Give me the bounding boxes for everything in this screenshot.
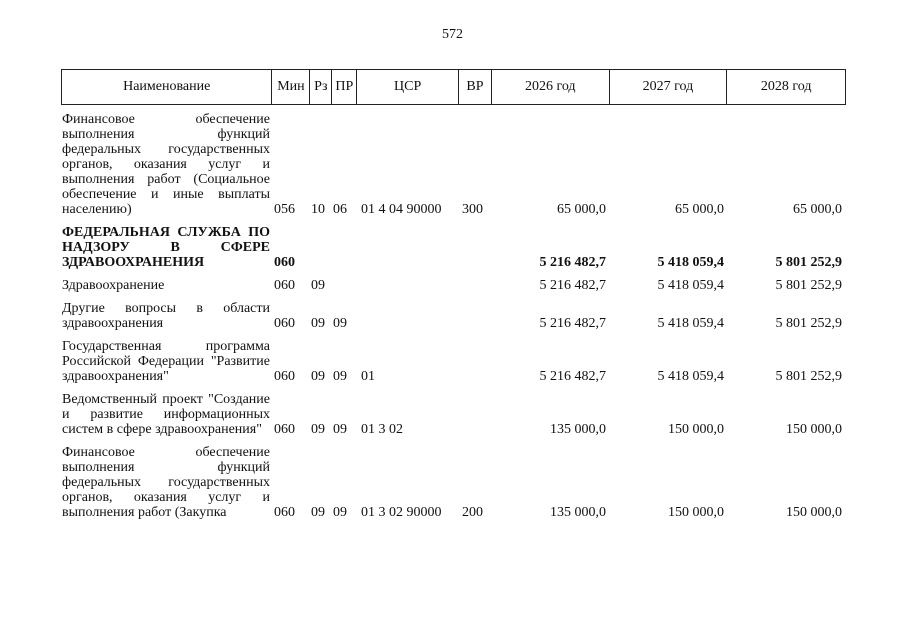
- row-2026: 135 000,0: [550, 422, 606, 437]
- table-row: [61, 225, 846, 270]
- row-2028: 5 801 252,9: [775, 316, 842, 331]
- header-2028: 2028 год: [760, 79, 812, 94]
- header-2026: 2026 год: [492, 70, 610, 104]
- row-min: 060: [274, 505, 295, 520]
- row-2027: 5 418 059,4: [657, 369, 724, 384]
- row-min: 060: [274, 278, 295, 293]
- row-2026: 5 216 482,7: [539, 369, 606, 384]
- header-rz: Рз: [310, 70, 332, 104]
- row-name: Государственная программа Российской Федерации "Развитие здравоохранения": [62, 339, 270, 384]
- row-2026: 135 000,0: [550, 505, 606, 520]
- header-pr: ПР: [332, 70, 357, 104]
- row-2028: 150 000,0: [786, 422, 842, 437]
- table-body: [61, 105, 846, 520]
- row-vr: 300: [462, 202, 483, 217]
- row-name: ФЕДЕРАЛЬНАЯ СЛУЖБА ПО НАДЗОРУ В СФЕРЕ ЗДРАВООХРАНЕНИЯ: [62, 225, 270, 270]
- row-rz: 09: [311, 278, 325, 293]
- budget-table: [61, 69, 846, 520]
- row-2027: 5 418 059,4: [657, 255, 724, 270]
- row-2028: 5 801 252,9: [775, 369, 842, 384]
- row-2026: 5 216 482,7: [539, 255, 606, 270]
- row-rz: 10: [311, 202, 325, 217]
- row-min: 056: [274, 202, 295, 217]
- row-pr: 09: [333, 505, 347, 520]
- row-2027: 150 000,0: [668, 422, 724, 437]
- row-name: Здравоохранение: [62, 278, 165, 293]
- table-row: [61, 445, 846, 520]
- row-pr: 06: [333, 202, 347, 217]
- row-2026: 5 216 482,7: [539, 316, 606, 331]
- row-2027: 65 000,0: [675, 202, 724, 217]
- row-2028: 65 000,0: [793, 202, 842, 217]
- row-csr: 01 4 04 90000: [361, 202, 442, 217]
- row-name: Финансовое обеспечение выполнения функций федеральных государственных органов, оказания услуг и выполнения работ (Закупка: [62, 445, 270, 520]
- row-2026: 5 216 482,7: [539, 278, 606, 293]
- row-2027: 150 000,0: [668, 505, 724, 520]
- row-2026: 65 000,0: [557, 202, 606, 217]
- row-2028: 150 000,0: [786, 505, 842, 520]
- page-number: 572: [442, 27, 463, 42]
- row-rz: 09: [311, 369, 325, 384]
- table-row: [61, 112, 846, 217]
- table-row: [61, 392, 846, 437]
- row-min: 060: [274, 422, 295, 437]
- row-csr: 01: [361, 369, 375, 384]
- row-min: 060: [274, 369, 295, 384]
- header-name: Наименование: [62, 70, 272, 104]
- row-2027: 5 418 059,4: [657, 316, 724, 331]
- header-csr: ЦСР: [357, 70, 459, 104]
- row-name: Ведомственный проект "Создание и развитие информационных систем в сфере здравоохранения": [62, 392, 270, 437]
- row-name: Другие вопросы в области здравоохранения: [62, 301, 270, 331]
- table-row: [61, 339, 846, 384]
- header-2027: 2027 год: [610, 70, 728, 104]
- row-pr: 09: [333, 422, 347, 437]
- table-row: [61, 301, 846, 331]
- row-rz: 09: [311, 505, 325, 520]
- table-row: [61, 278, 846, 293]
- row-pr: 09: [333, 369, 347, 384]
- row-2028: 5 801 252,9: [775, 278, 842, 293]
- row-2028: 5 801 252,9: [775, 255, 842, 270]
- row-min: 060: [274, 316, 295, 331]
- row-rz: 09: [311, 422, 325, 437]
- header-vr: ВР: [459, 70, 492, 104]
- row-name: Финансовое обеспечение выполнения функций федеральных государственных органов, оказания услуг и выполнения работ (Социальное обеспечение и иные выплаты населению): [62, 112, 270, 217]
- row-pr: 09: [333, 316, 347, 331]
- header-min: Мин: [272, 70, 310, 104]
- table-header: [61, 69, 846, 105]
- row-csr: 01 3 02: [361, 422, 403, 437]
- row-rz: 09: [311, 316, 325, 331]
- row-vr: 200: [462, 505, 483, 520]
- row-2027: 5 418 059,4: [657, 278, 724, 293]
- row-csr: 01 3 02 90000: [361, 505, 442, 520]
- row-min: 060: [274, 255, 295, 270]
